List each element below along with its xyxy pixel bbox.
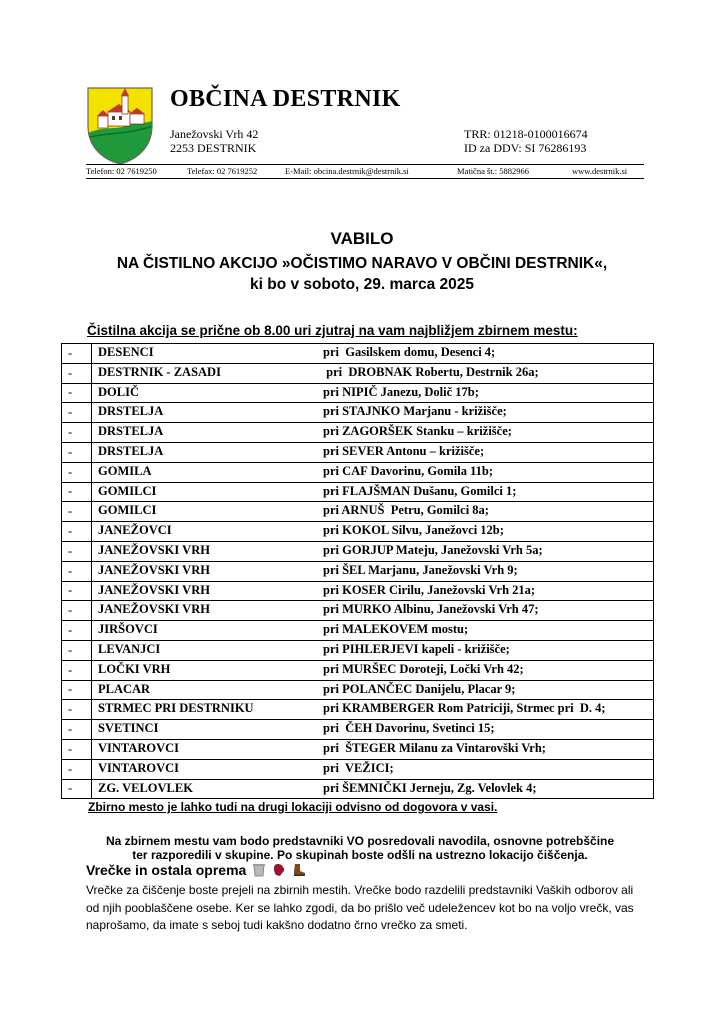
row-content xyxy=(92,442,654,462)
village-name: DOLIČ xyxy=(98,384,139,399)
header-divider xyxy=(86,164,644,165)
table-row xyxy=(62,621,654,641)
row-bullet: - xyxy=(62,779,92,799)
meeting-location: pri KRAMBERGER Rom Patriciji, Strmec pri D. 4; xyxy=(323,701,606,716)
table-row xyxy=(62,680,654,700)
village-name: JANEŽOVSKI VRH xyxy=(98,542,210,557)
meeting-location: pri ČEH Davorinu, Svetinci 15; xyxy=(323,721,495,736)
bank-account: TRR: 01218-0100016674 xyxy=(464,127,588,141)
row-content xyxy=(92,462,654,482)
row-bullet: - xyxy=(62,522,92,542)
row-bullet: - xyxy=(62,344,92,364)
meeting-location: pri ŠTEGER Milanu za Vintarovški Vrh; xyxy=(323,740,546,755)
invitation-title: VABILO xyxy=(330,229,394,248)
row-content xyxy=(92,621,654,641)
meeting-location: pri SEVER Antonu – križišče; xyxy=(323,443,485,458)
row-bullet: - xyxy=(62,640,92,660)
village-name: GOMILA xyxy=(98,463,152,478)
meeting-location: pri ARNUŠ Petru, Gomilci 8a; xyxy=(323,503,489,518)
table-row xyxy=(62,561,654,581)
table-row xyxy=(62,601,654,621)
row-bullet: - xyxy=(62,502,92,522)
village-name: STRMEC PRI DESTRNIKU xyxy=(98,701,254,716)
village-name: SVETINCI xyxy=(98,721,159,736)
row-content xyxy=(92,739,654,759)
row-bullet: - xyxy=(62,660,92,680)
row-content xyxy=(92,522,654,542)
row-bullet: - xyxy=(62,581,92,601)
row-bullet: - xyxy=(62,462,92,482)
village-name: VINTAROVCI xyxy=(98,760,180,775)
row-bullet: - xyxy=(62,680,92,700)
table-row xyxy=(62,660,654,680)
fax: Telefax: 02 7619252 xyxy=(187,166,258,176)
row-bullet: - xyxy=(62,601,92,621)
row-content xyxy=(92,640,654,660)
row-bullet: - xyxy=(62,759,92,779)
row-content xyxy=(92,759,654,779)
trash-bin-icon xyxy=(252,863,266,880)
meeting-location: pri FLAJŠMAN Dušanu, Gomilci 1; xyxy=(323,483,517,498)
table-row xyxy=(62,442,654,462)
meeting-location: pri ŠEL Marjanu, Janežovski Vrh 9; xyxy=(323,562,518,577)
row-content xyxy=(92,541,654,561)
table-row xyxy=(62,739,654,759)
village-name: PLACAR xyxy=(98,681,151,696)
registration-number: Matična št.: 5882966 xyxy=(457,166,530,176)
row-content xyxy=(92,383,654,403)
village-name: DRSTELJA xyxy=(98,443,164,458)
instructions-line-1: Na zbirnem mestu vam bodo predstavniki VO posredovali navodila, osnovne potrebščine xyxy=(105,834,615,848)
meeting-location: pri MURKO Albinu, Janežovski Vrh 47; xyxy=(323,602,539,617)
table-row xyxy=(62,779,654,799)
village-name: GOMILCI xyxy=(98,483,157,498)
table-row xyxy=(62,700,654,720)
row-bullet: - xyxy=(62,621,92,641)
table-row xyxy=(62,541,654,561)
village-name: GOMILCI xyxy=(98,503,157,518)
vat-id: ID za DDV: SI 76286193 xyxy=(464,141,587,155)
village-name: VINTAROVCI xyxy=(98,740,180,755)
row-content xyxy=(92,561,654,581)
meeting-location: pri ZAGORŠEK Stanku – križišče; xyxy=(323,424,512,439)
table-row xyxy=(62,344,654,364)
row-bullet: - xyxy=(62,482,92,502)
meeting-location: pri CAF Davorinu, Gomila 11b; xyxy=(323,463,494,478)
glove-icon xyxy=(272,863,286,880)
village-name: DRSTELJA xyxy=(98,404,164,419)
instructions-line-2: ter razporedili v skupine. Po skupinah boste odšli na ustrezno lokacijo čiščenja. xyxy=(132,848,588,862)
row-content xyxy=(92,680,654,700)
row-bullet: - xyxy=(62,700,92,720)
equipment-paragraph: Vrečke za čiščenje boste prejeli na zbirnih mestih. Vrečke bodo razdelili predstavniki Vaških odborov ali od njih pooblaščene osebe. Ker se lahko zgodi, da bo prišlo več udeležencev kot bo na voljo vrečk, vas naprošamo, da imate s seboj tudi kakšno dodatno črno vrečko za smeti. xyxy=(86,883,634,932)
row-content xyxy=(92,403,654,423)
invitation-date: ki bo v soboto, 29. marca 2025 xyxy=(250,276,474,293)
meeting-location: pri VEŽICI; xyxy=(323,760,394,775)
table-row xyxy=(62,363,654,383)
coat-of-arms-icon xyxy=(86,86,154,166)
meeting-location: pri DROBNAK Robertu, Destrnik 26a; xyxy=(323,364,539,379)
row-bullet: - xyxy=(62,739,92,759)
meeting-location: pri MALEKOVEM mostu; xyxy=(323,622,469,637)
row-content xyxy=(92,423,654,443)
row-content xyxy=(92,700,654,720)
row-bullet: - xyxy=(62,541,92,561)
village-name: JANEŽOVCI xyxy=(98,523,172,538)
equipment-heading xyxy=(86,862,306,880)
row-bullet: - xyxy=(62,720,92,740)
note-text: Zbirno mesto je lahko tudi na drugi lokaciji odvisno od dogovora v vasi. xyxy=(88,800,498,814)
row-content xyxy=(92,344,654,364)
village-name: JANEŽOVSKI VRH xyxy=(98,582,210,597)
table-row xyxy=(62,522,654,542)
row-content xyxy=(92,779,654,799)
row-bullet: - xyxy=(62,423,92,443)
village-name: DESTRNIK - ZASADI xyxy=(98,364,221,379)
village-name: JANEŽOVSKI VRH xyxy=(98,562,210,577)
village-name: ZG. VELOVLEK xyxy=(98,780,193,795)
collection-points-table xyxy=(61,343,654,799)
meeting-location: pri KOKOL Silvu, Janežovci 12b; xyxy=(323,523,504,538)
meeting-location: pri PIHLERJEVI kapeli - križišče; xyxy=(323,641,510,656)
org-name: OBČINA DESTRNIK xyxy=(170,86,401,112)
meeting-location: pri POLANČEC Danijelu, Placar 9; xyxy=(323,681,516,696)
address-line-2: 2253 DESTRNIK xyxy=(170,141,257,155)
email[interactable]: E-Mail: obcina.destrnik@destrnik.si xyxy=(285,166,409,176)
meeting-location: pri Gasilskem domu, Desenci 4; xyxy=(323,345,496,359)
table-row xyxy=(62,423,654,443)
village-name: LOČKI VRH xyxy=(98,661,171,676)
boot-icon xyxy=(292,863,306,880)
village-name: LEVANJCI xyxy=(98,641,161,656)
row-bullet: - xyxy=(62,442,92,462)
table-row xyxy=(62,482,654,502)
table-row xyxy=(62,383,654,403)
instructions-paragraph xyxy=(70,834,650,862)
table-row xyxy=(62,640,654,660)
table-row xyxy=(62,759,654,779)
row-bullet: - xyxy=(62,561,92,581)
row-content xyxy=(92,660,654,680)
row-content xyxy=(92,720,654,740)
row-content xyxy=(92,482,654,502)
invitation-subtitle: NA ČISTILNO AKCIJO »OČISTIMO NARAVO V OBČINI DESTRNIK«, xyxy=(116,255,608,272)
row-content xyxy=(92,363,654,383)
table-row xyxy=(62,462,654,482)
meeting-location: pri STAJNKO Marjanu - križišče; xyxy=(323,404,507,419)
meeting-location: pri ŠEMNIČKI Jerneju, Zg. Velovlek 4; xyxy=(323,780,537,795)
table-row xyxy=(62,502,654,522)
table-row xyxy=(62,581,654,601)
address-line-1: Janežovski Vrh 42 xyxy=(170,127,259,141)
meeting-location: pri KOSER Cirilu, Janežovski Vrh 21a; xyxy=(323,582,536,597)
table-row xyxy=(62,720,654,740)
row-bullet: - xyxy=(62,363,92,383)
village-name: DRSTELJA xyxy=(98,424,164,439)
village-name: DESENCI xyxy=(98,345,154,359)
village-name: JIRŠOVCI xyxy=(98,622,158,637)
website[interactable]: www.destrnik.si xyxy=(572,166,628,176)
meeting-location: pri NIPIČ Janezu, Dolič 17b; xyxy=(323,384,479,399)
equipment-heading-text: Vrečke in ostala oprema xyxy=(86,862,247,878)
phone: Telefon: 02 7619250 xyxy=(86,166,157,176)
table-row xyxy=(62,403,654,423)
meeting-location: pri MURŠEC Doroteji, Ločki Vrh 42; xyxy=(323,661,524,676)
intro-text: Čistilna akcija se prične ob 8.00 uri zjutraj na vam najbližjem zbirnem mestu: xyxy=(87,323,578,338)
row-content xyxy=(92,601,654,621)
row-bullet: - xyxy=(62,383,92,403)
header-divider-bottom xyxy=(86,178,644,179)
village-name: JANEŽOVSKI VRH xyxy=(98,602,210,617)
row-content xyxy=(92,581,654,601)
row-content xyxy=(92,502,654,522)
row-bullet: - xyxy=(62,403,92,423)
contact-bar xyxy=(86,166,644,178)
meeting-location: pri GORJUP Mateju, Janežovski Vrh 5a; xyxy=(323,542,543,557)
